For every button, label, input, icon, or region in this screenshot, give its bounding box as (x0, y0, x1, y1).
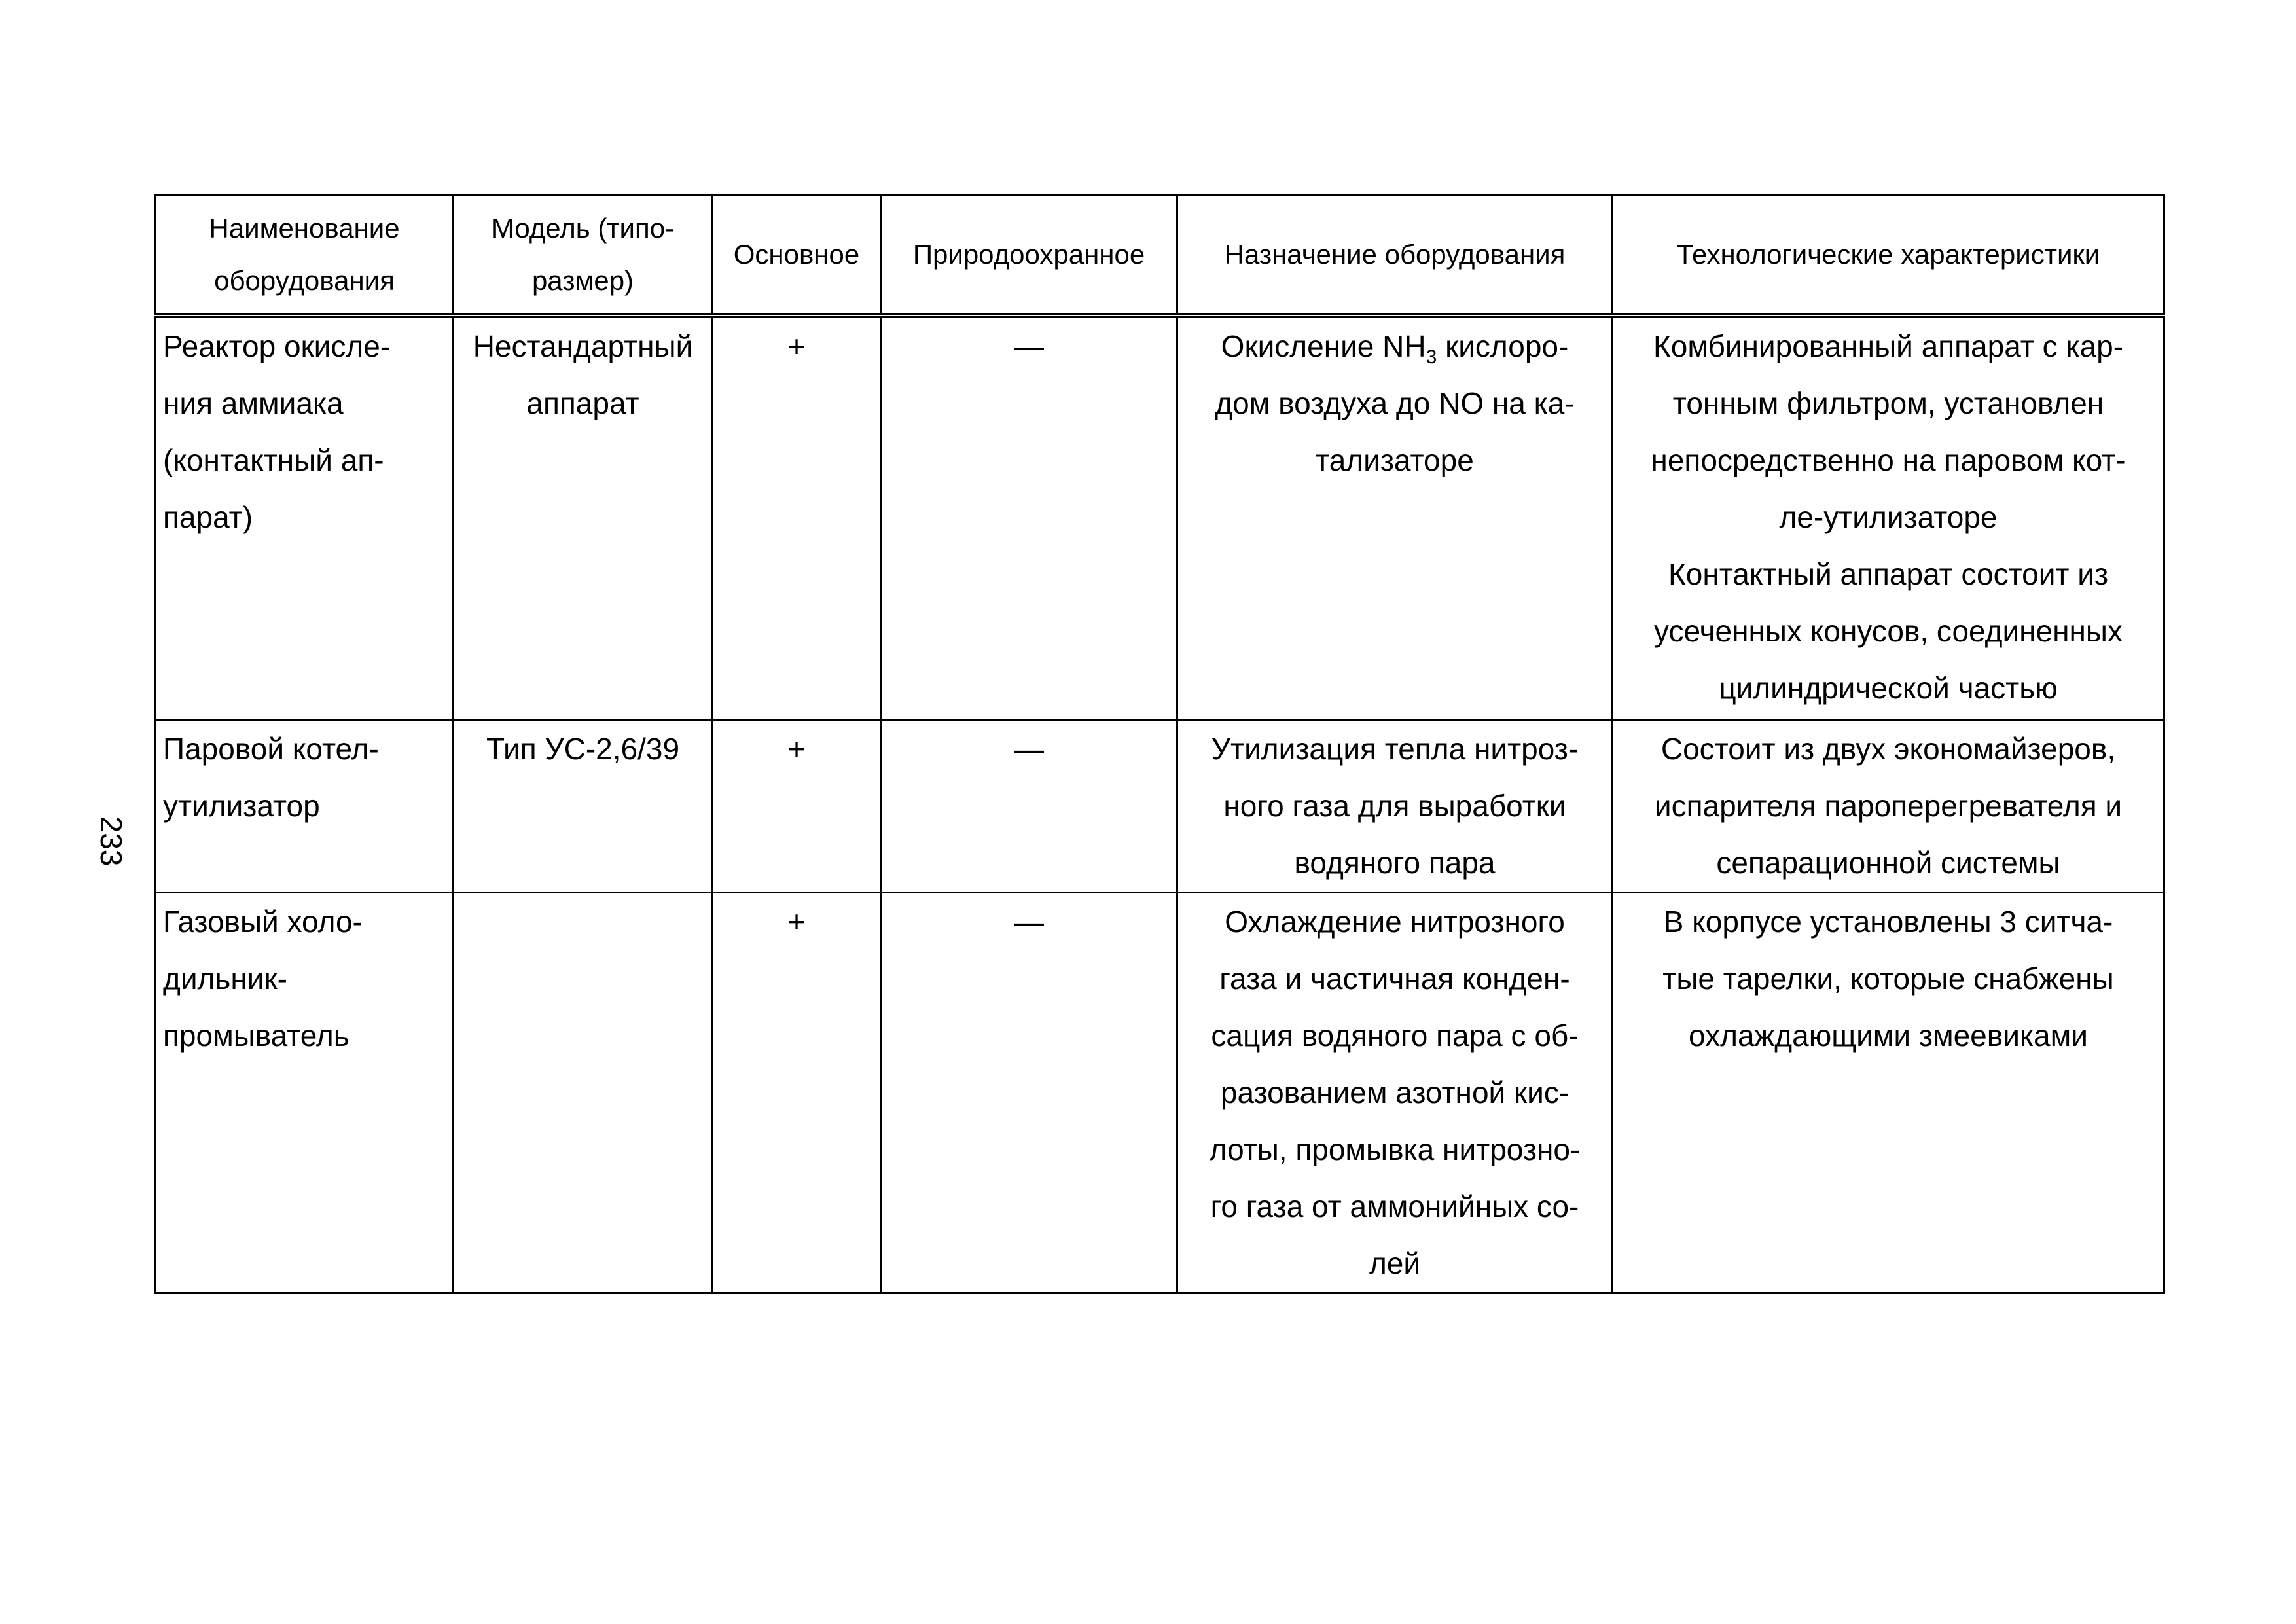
cell-main: + (713, 316, 881, 720)
cell-characteristics: В корпусе установлены 3 ситча- тые тарелки, которые снабжены охлаждающими змеевиками (1613, 893, 2164, 1293)
cell-environmental: — (881, 893, 1177, 1293)
header-model: Модель (типо- размер) (454, 196, 713, 316)
cell-characteristics: Состоит из двух экономайзеров, испарителя пароперегревателя и сепарационной системы (1613, 720, 2164, 893)
header-characteristics: Технологические характеристики (1613, 196, 2164, 316)
header-main: Основное (713, 196, 881, 316)
header-equipment-name: Наименование оборудования (156, 196, 454, 316)
cell-main: + (713, 720, 881, 893)
cell-environmental: — (881, 316, 1177, 720)
header-purpose: Назначение оборудования (1177, 196, 1613, 316)
cell-equipment-name: Газовый холо- дильник- промыватель (156, 893, 454, 1293)
cell-model: Тип УС-2,6/39 (454, 720, 713, 893)
cell-main: + (713, 893, 881, 1293)
header-row (156, 196, 2164, 316)
table-row (156, 720, 2164, 893)
cell-purpose: Окисление $NH_3$ кислоро- дом воздуха до NO на ка- тализаторе (1177, 316, 1613, 720)
cell-equipment-name: Реактор окисле- ния аммиака (контактный ап- парат) (156, 316, 454, 720)
header-environmental: Природоохранное (881, 196, 1177, 316)
cell-equipment-name: Паровой котел- утилизатор (156, 720, 454, 893)
page-number (94, 816, 128, 867)
table-row (156, 316, 2164, 720)
cell-purpose: Охлаждение нитрозного газа и частичная конден- сация водяного пара с об- разованием азотной кис- лоты, промывка нитрозно- го газа от аммонийных со- лей (1177, 893, 1613, 1293)
page-number-text: 233 (94, 816, 128, 867)
cell-environmental: — (881, 720, 1177, 893)
cell-characteristics: Комбинированный аппарат с кар- тонным фильтром, установлен непосредственно на паровом кот- ле-утилизаторе Контактный аппарат состоит из усеченных конусов, соединенных цилиндрической частью (1613, 316, 2164, 720)
equipment-table (154, 194, 2165, 1294)
table-row (156, 893, 2164, 1293)
cell-model: Нестандартный аппарат (454, 316, 713, 720)
cell-purpose: Утилизация тепла нитроз- ного газа для выработки водяного пара (1177, 720, 1613, 893)
cell-model (454, 893, 713, 1293)
